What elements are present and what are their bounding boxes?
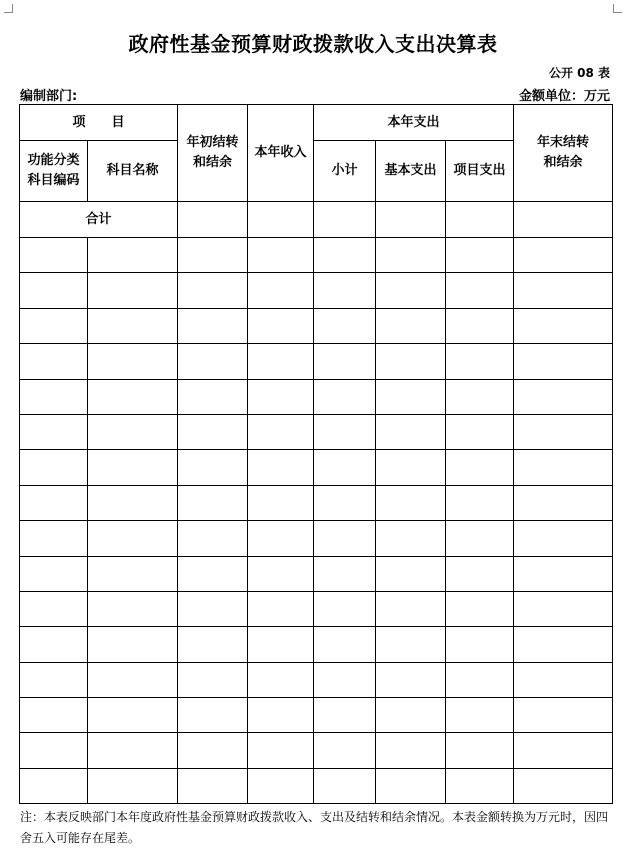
table-cell[interactable]: [376, 308, 446, 343]
header-item: 项 目: [20, 105, 178, 141]
table-cell[interactable]: [376, 733, 446, 768]
table-cell[interactable]: [178, 414, 248, 449]
table-cell[interactable]: [248, 308, 314, 343]
table-cell[interactable]: [20, 273, 88, 308]
table-cell[interactable]: [314, 521, 376, 556]
table-cell[interactable]: [376, 273, 446, 308]
table-cell[interactable]: [178, 238, 248, 273]
table-cell[interactable]: [314, 238, 376, 273]
table-cell[interactable]: [514, 768, 613, 803]
table-cell[interactable]: [88, 238, 178, 273]
table-cell[interactable]: [20, 733, 88, 768]
table-cell[interactable]: [88, 273, 178, 308]
table-row: [20, 379, 613, 414]
crop-mark-top-left: [4, 4, 13, 13]
table-cell[interactable]: [248, 485, 314, 520]
table-cell[interactable]: [446, 273, 514, 308]
table-cell[interactable]: [248, 627, 314, 662]
table-cell[interactable]: [178, 202, 248, 238]
table-cell[interactable]: [248, 662, 314, 697]
table-cell[interactable]: [446, 450, 514, 485]
table-cell[interactable]: [20, 379, 88, 414]
header-end-balance: 年末结转 和结余: [514, 105, 613, 202]
table-cell[interactable]: [248, 556, 314, 591]
table-cell[interactable]: [514, 238, 613, 273]
crop-mark-top-right: [613, 4, 622, 13]
table-cell[interactable]: [88, 379, 178, 414]
table-cell[interactable]: [514, 521, 613, 556]
header-subject-name: 科目名称: [88, 141, 178, 202]
table-row: [20, 238, 613, 273]
total-label: 合计: [20, 202, 178, 238]
table-cell[interactable]: [178, 627, 248, 662]
table-cell[interactable]: [178, 768, 248, 803]
table-cell[interactable]: [88, 308, 178, 343]
table-row: [20, 733, 613, 768]
header-subtotal: 小计: [314, 141, 376, 202]
table-cell[interactable]: [314, 414, 376, 449]
table-cell[interactable]: [514, 698, 613, 733]
table-cell[interactable]: [20, 485, 88, 520]
table-cell[interactable]: [446, 238, 514, 273]
table-cell[interactable]: [376, 521, 446, 556]
table-cell[interactable]: [88, 733, 178, 768]
table-cell[interactable]: [446, 627, 514, 662]
table-cell[interactable]: [88, 414, 178, 449]
table-cell[interactable]: [514, 308, 613, 343]
unit-label: 金额单位：万元: [518, 89, 610, 104]
table-cell[interactable]: [20, 768, 88, 803]
table-cell[interactable]: [446, 556, 514, 591]
table-cell[interactable]: [314, 379, 376, 414]
table-cell[interactable]: [178, 556, 248, 591]
table-cell[interactable]: [20, 627, 88, 662]
table-cell[interactable]: [178, 591, 248, 626]
table-cell[interactable]: [248, 273, 314, 308]
table-cell[interactable]: [20, 591, 88, 626]
table-row: [20, 450, 613, 485]
table-cell[interactable]: [376, 556, 446, 591]
table-cell[interactable]: [314, 698, 376, 733]
table-row: [20, 627, 613, 662]
table-cell[interactable]: [446, 521, 514, 556]
table-cell[interactable]: [20, 308, 88, 343]
table-cell[interactable]: [20, 344, 88, 379]
header-begin-balance: 年初结转 和结余: [178, 105, 248, 202]
table-cell[interactable]: [514, 485, 613, 520]
header-expense: 本年支出: [314, 105, 514, 141]
table-cell[interactable]: [514, 344, 613, 379]
table-cell[interactable]: [178, 521, 248, 556]
table-cell[interactable]: [248, 450, 314, 485]
table-cell[interactable]: [446, 485, 514, 520]
table-cell[interactable]: [514, 202, 613, 238]
table-row: [20, 521, 613, 556]
table-row: [20, 698, 613, 733]
table-cell[interactable]: [376, 662, 446, 697]
header-function-code: 功能分类 科目编码: [20, 141, 88, 202]
table-cell[interactable]: [88, 485, 178, 520]
header-basic-expense: 基本支出: [376, 141, 446, 202]
table-cell[interactable]: [376, 768, 446, 803]
table-cell[interactable]: [514, 379, 613, 414]
table-cell[interactable]: [514, 591, 613, 626]
table-cell[interactable]: [178, 733, 248, 768]
table-cell[interactable]: [446, 308, 514, 343]
table-cell[interactable]: [178, 308, 248, 343]
table-cell[interactable]: [376, 450, 446, 485]
table-cell[interactable]: [376, 414, 446, 449]
table-cell[interactable]: [514, 733, 613, 768]
table-cell[interactable]: [20, 698, 88, 733]
table-cell[interactable]: [248, 379, 314, 414]
table-cell[interactable]: [446, 768, 514, 803]
table-cell[interactable]: [376, 379, 446, 414]
table-cell[interactable]: [514, 662, 613, 697]
table-cell[interactable]: [446, 662, 514, 697]
table-cell[interactable]: [178, 698, 248, 733]
table-cell[interactable]: [376, 202, 446, 238]
table-row: [20, 414, 613, 449]
table-cell[interactable]: [248, 202, 314, 238]
table-cell[interactable]: [88, 556, 178, 591]
budget-table: [19, 104, 613, 804]
table-cell[interactable]: [446, 379, 514, 414]
table-row: [20, 662, 613, 697]
table-cell[interactable]: [314, 344, 376, 379]
table-cell[interactable]: [88, 662, 178, 697]
form-number: 公开 08 表: [548, 66, 610, 80]
table-cell[interactable]: [446, 344, 514, 379]
table-cell[interactable]: [178, 379, 248, 414]
table-cell[interactable]: [248, 733, 314, 768]
table-cell[interactable]: [88, 344, 178, 379]
table-cell[interactable]: [314, 591, 376, 626]
table-cell[interactable]: [20, 414, 88, 449]
table-cell[interactable]: [514, 450, 613, 485]
table-cell[interactable]: [88, 768, 178, 803]
table-cell[interactable]: [446, 202, 514, 238]
table-cell[interactable]: [178, 662, 248, 697]
table-cell[interactable]: [376, 591, 446, 626]
table-row: [20, 344, 613, 379]
table-cell[interactable]: [178, 344, 248, 379]
table-cell[interactable]: [446, 591, 514, 626]
table-cell[interactable]: [20, 450, 88, 485]
table-cell[interactable]: [178, 450, 248, 485]
table-cell[interactable]: [446, 733, 514, 768]
total-row: [20, 202, 613, 238]
table-cell[interactable]: [248, 238, 314, 273]
table-cell[interactable]: [314, 308, 376, 343]
table-cell[interactable]: [88, 627, 178, 662]
table-cell[interactable]: [178, 485, 248, 520]
table-cell[interactable]: [376, 485, 446, 520]
footnote: 注：本表反映部门本年度政府性基金预算财政拨款收入、支出及结转和结余情况。本表金额转换为万元时，因四舍五入可能存在尾差。: [20, 810, 609, 845]
table-cell[interactable]: [88, 450, 178, 485]
table-cell[interactable]: [178, 273, 248, 308]
table-row: [20, 273, 613, 308]
table-cell[interactable]: [376, 698, 446, 733]
table-row: [20, 308, 613, 343]
table-cell[interactable]: [88, 698, 178, 733]
table-cell[interactable]: [446, 698, 514, 733]
table-cell[interactable]: [314, 202, 376, 238]
page-title: 政府性基金预算财政拨款收入支出决算表: [128, 32, 498, 56]
table-cell[interactable]: [376, 344, 446, 379]
table-row: [20, 485, 613, 520]
department-label: 编制部门:: [20, 89, 78, 104]
table-cell[interactable]: [514, 273, 613, 308]
table-row: [20, 768, 613, 803]
table-cell[interactable]: [514, 627, 613, 662]
table-cell[interactable]: [248, 414, 314, 449]
table-row: [20, 591, 613, 626]
table-cell[interactable]: [314, 450, 376, 485]
table-cell[interactable]: [376, 238, 446, 273]
table-cell[interactable]: [314, 273, 376, 308]
table-cell[interactable]: [376, 627, 446, 662]
table-cell[interactable]: [314, 768, 376, 803]
table-cell[interactable]: [514, 556, 613, 591]
table-cell[interactable]: [248, 591, 314, 626]
table-cell[interactable]: [314, 485, 376, 520]
table-cell[interactable]: [20, 556, 88, 591]
table-cell[interactable]: [314, 556, 376, 591]
table-cell[interactable]: [314, 627, 376, 662]
table-cell[interactable]: [248, 768, 314, 803]
table-cell[interactable]: [248, 344, 314, 379]
header-project-expense: 项目支出: [446, 141, 514, 202]
table-cell[interactable]: [88, 521, 178, 556]
table-cell[interactable]: [248, 698, 314, 733]
table-cell[interactable]: [314, 733, 376, 768]
table-cell[interactable]: [20, 238, 88, 273]
table-cell[interactable]: [20, 662, 88, 697]
table-row: [20, 556, 613, 591]
table-cell[interactable]: [20, 521, 88, 556]
table-cell[interactable]: [248, 521, 314, 556]
table-cell[interactable]: [314, 662, 376, 697]
table-cell[interactable]: [514, 414, 613, 449]
header-income: 本年收入: [248, 105, 314, 202]
table-cell[interactable]: [88, 591, 178, 626]
table-cell[interactable]: [446, 414, 514, 449]
